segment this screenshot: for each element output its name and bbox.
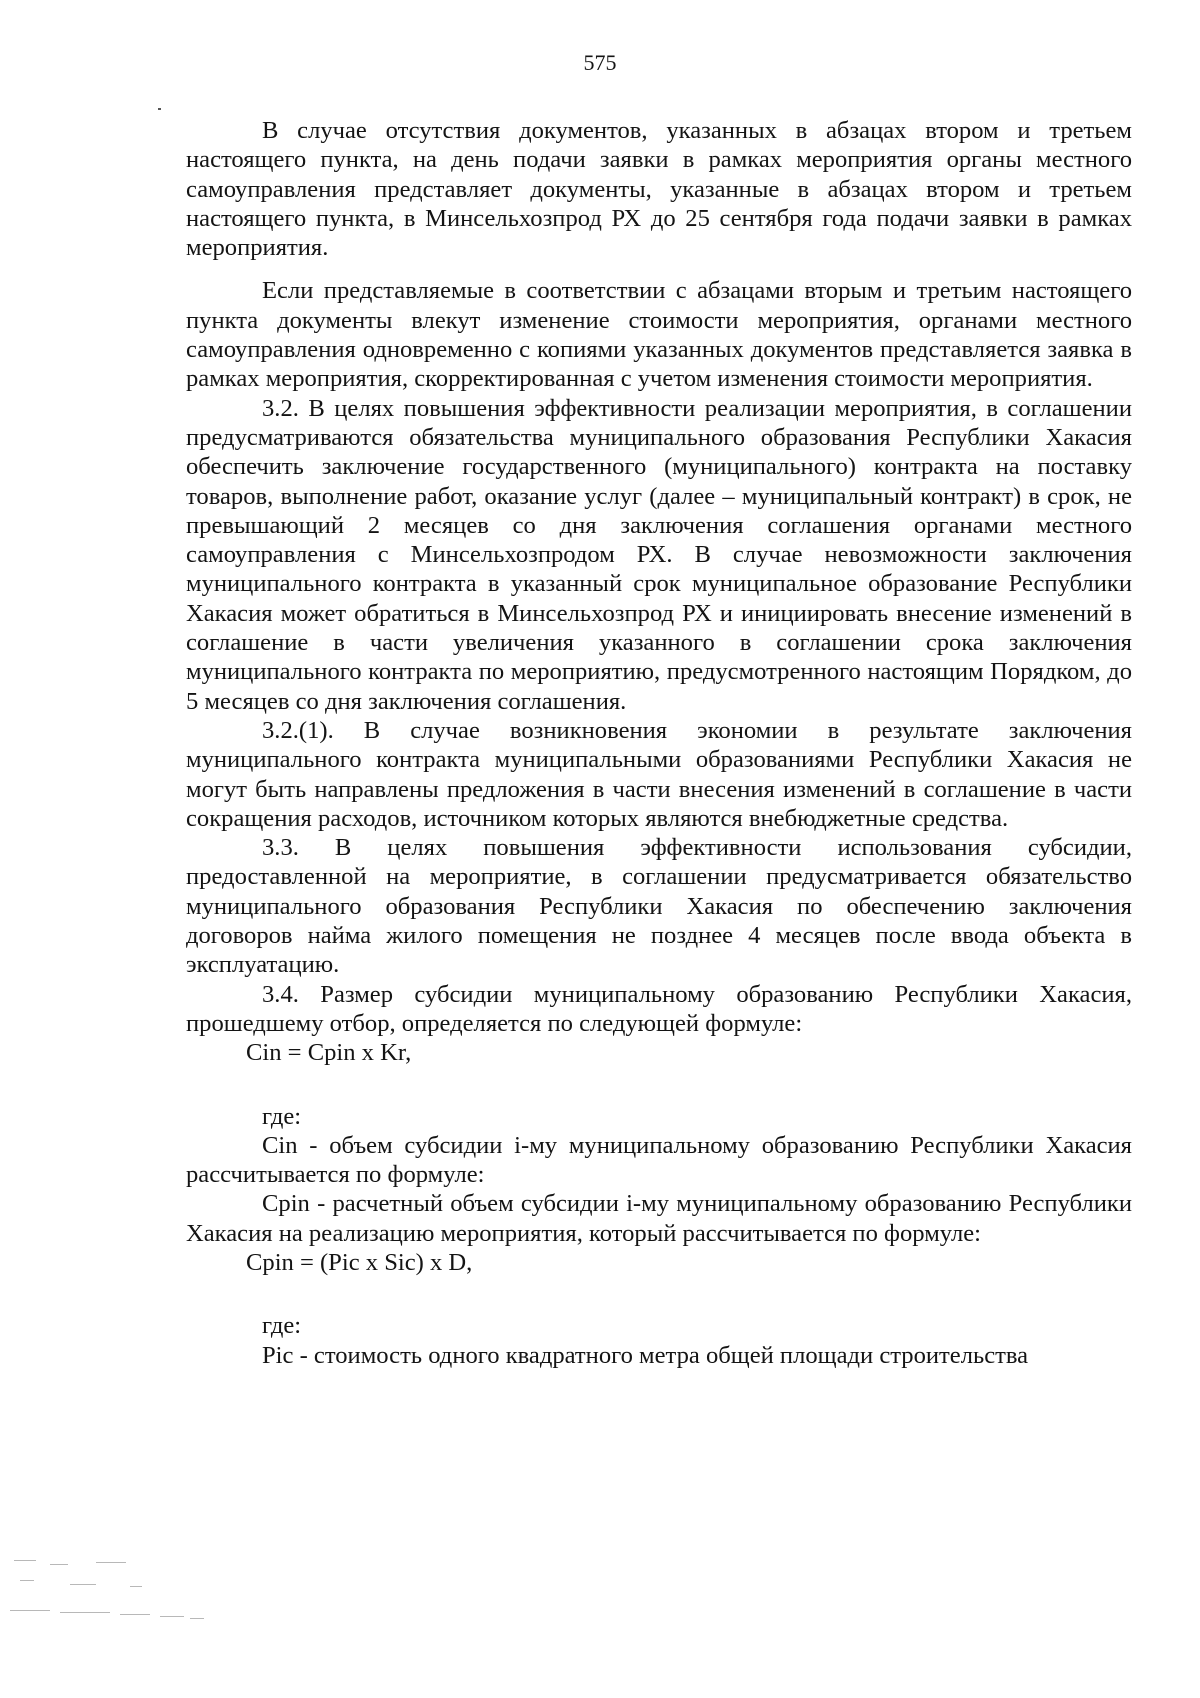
where-label: где: (262, 1312, 302, 1340)
paragraph-3-3: 3.3. В целях повышения эффективности использования субсидии, предоставленной на мероприятие, в соглашении предусматривается обязательство муниципального образования Республики Хакасия по обеспечению заключения договоров найма жилого помещения не позднее 4 месяцев после ввода объекта в эксплуатацию. (186, 834, 1132, 979)
page-number: 575 (583, 50, 617, 75)
definition-pic: Pic - стоимость одного квадратного метра общей площади строительства (262, 1341, 1029, 1369)
where-label: где: (262, 1102, 302, 1130)
scan-noise (0, 1550, 220, 1670)
paragraph-3-2-1: 3.2.(1). В случае возникновения экономии в результате заключения муниципального контракта муниципальными образованиями Республики Хакасия не могут быть направлены предложения в части внесения изменений в соглашение в части сокращения расходов, источником которых являются внебюджетные средства. (186, 716, 1132, 832)
definition-cin: Cin - объем субсидии i-му муниципальному образованию Республики Хакасия рассчитывается по формуле: (186, 1131, 1132, 1189)
scan-mark (158, 108, 161, 110)
paragraph-missing-documents: В случае отсутствия документов, указанных в абзацах втором и третьем настоящего пункта, на день подачи заявки в рамках мероприятия органы местного самоуправления представляет документы, указанные в абзацах втором и третьем настоящего пункта, в Минсельхозпрод РХ до 25 сентября года подачи заявки в рамках мероприятия. (186, 117, 1132, 262)
paragraph-3-2: 3.2. В целях повышения эффективности реализации мероприятия, в соглашении предусматриваются обязательства муниципального образования Республики Хакасия обеспечить заключение государственного (муниципального) контракта на поставку товаров, выполнение работ, оказание услуг (далее – муниципальный контракт) в срок, не превышающий 2 месяцев со дня заключения соглашения органами местного самоуправления с Минсельхозпродом РХ. В случае невозможности заключения муниципального контракта в указанный срок муниципальное образование Республики Хакасия может обратиться в Минсельхозпрод РХ и инициировать внесение изменений в соглашение в части увеличения указанного в соглашении срока заключения муниципального контракта по мероприятию, предусмотренного настоящим Порядком, до 5 месяцев со дня заключения соглашения. (186, 394, 1132, 715)
paragraph-cost-change: Если представляемые в соответствии с абзацами вторым и третьим настоящего пункта документы влекут изменение стоимости мероприятия, органами местного самоуправления одновременно с копиями указанных документов представляется заявка в рамках мероприятия, скорректированная с учетом изменения стоимости мероприятия. (186, 277, 1132, 393)
definition-cpin: Cpin - расчетный объем субсидии i-му муниципальному образованию Республики Хакасия на реализацию мероприятия, который рассчитывается по формуле: (186, 1190, 1132, 1247)
paragraph-3-4: 3.4. Размер субсидии муниципальному образованию Республики Хакасия, прошедшему отбор, определяется по следующей формуле: (186, 980, 1132, 1037)
formula-cin: Cin = Cpin x Kr, (246, 1039, 412, 1067)
document-body (186, 116, 1132, 1370)
formula-cpin: Cpin = (Pic x Sic) x D, (246, 1248, 473, 1276)
